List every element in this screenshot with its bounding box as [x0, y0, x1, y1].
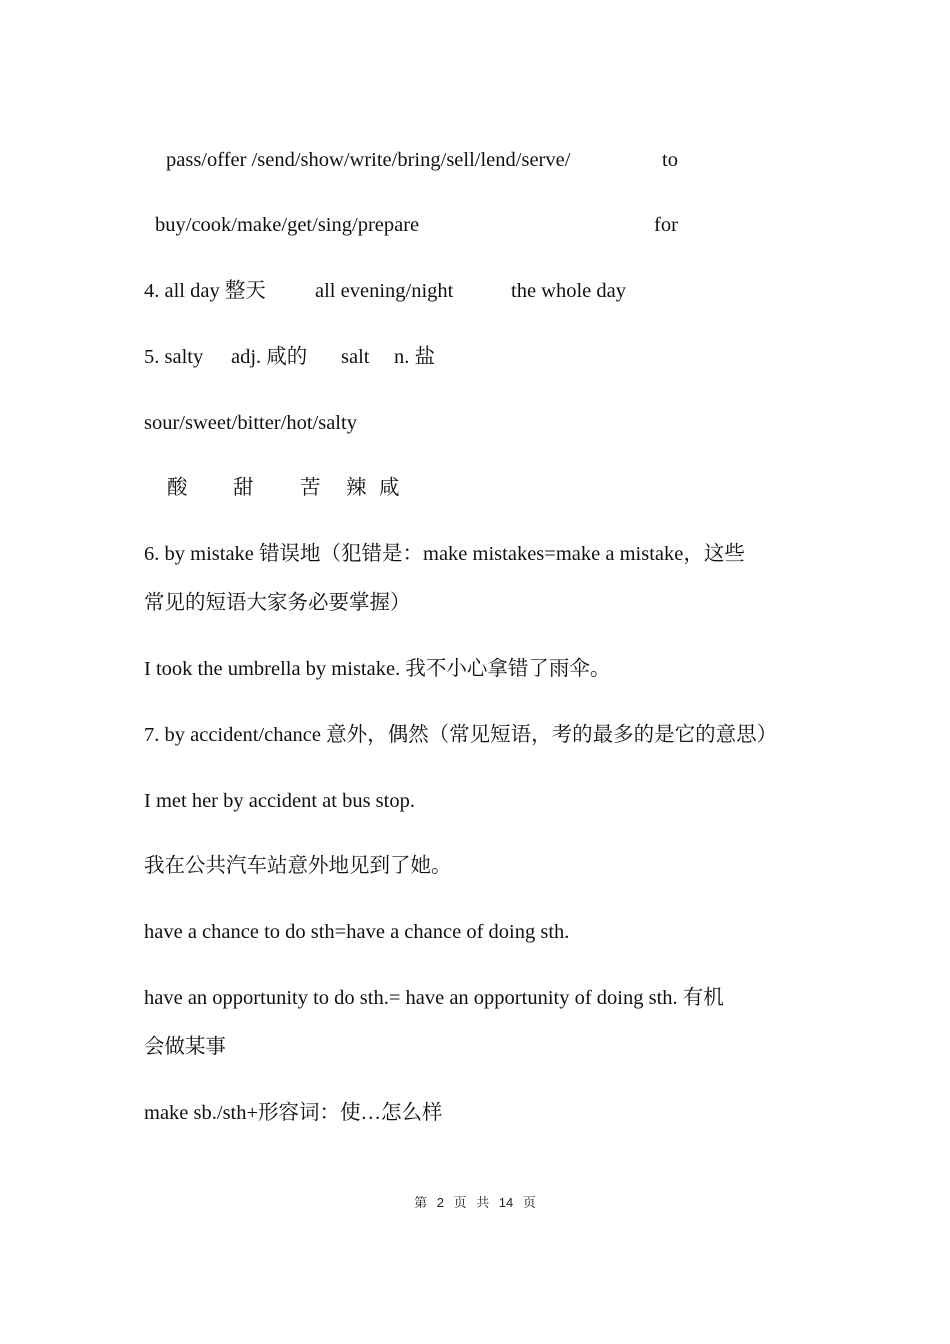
item-5-salt: salt [341, 346, 370, 368]
item-4-all-day: 4. all day 整天 [144, 280, 266, 302]
item-4-all-evening: all evening/night [315, 280, 454, 302]
item-6-line-2: 常见的短语大家务必要掌握） [144, 592, 411, 614]
item-5-adj: adj. 咸的 [231, 346, 308, 368]
taste-salty: 咸 [379, 477, 400, 499]
page-footer: 第 2 页 共 14 页 [414, 1195, 536, 1210]
tastes-english-line: sour/sweet/bitter/hot/salty [144, 412, 357, 434]
item-6-example: I took the umbrella by mistake. 我不小心拿错了雨伞。 [144, 658, 611, 680]
verbs-to-words: pass/offer /send/show/write/bring/sell/lend/serve/ [166, 149, 571, 171]
opportunity-line-1: have an opportunity to do sth.= have an opportunity of doing sth. 有机 [144, 987, 724, 1009]
make-phrase: make sb./sth+形容词：使…怎么样 [144, 1102, 443, 1124]
taste-bitter: 苦 [300, 477, 321, 499]
preposition-for: for [654, 214, 678, 236]
preposition-to: to [662, 149, 678, 171]
taste-sour: 酸 [167, 477, 188, 499]
chance-phrase: have a chance to do sth=have a chance of doing sth. [144, 921, 570, 943]
item-7-example-english: I met her by accident at bus stop. [144, 790, 415, 812]
verbs-for-words: buy/cook/make/get/sing/prepare [155, 214, 420, 236]
item-7-example-chinese: 我在公共汽车站意外地见到了她。 [144, 855, 452, 877]
item-4-whole-day: the whole day [511, 280, 626, 302]
item-6-line-1: 6. by mistake 错误地（犯错是：make mistakes=make a mistake，这些 [144, 543, 745, 565]
taste-sweet: 甜 [233, 477, 254, 499]
item-5-salty: 5. salty [144, 346, 204, 368]
item-5-noun: n. 盐 [394, 346, 435, 368]
opportunity-line-2: 会做某事 [144, 1036, 226, 1058]
item-7-line: 7. by accident/chance 意外，偶然（常见短语，考的最多的是它的意思） [144, 724, 778, 746]
taste-hot: 辣 [346, 477, 367, 499]
